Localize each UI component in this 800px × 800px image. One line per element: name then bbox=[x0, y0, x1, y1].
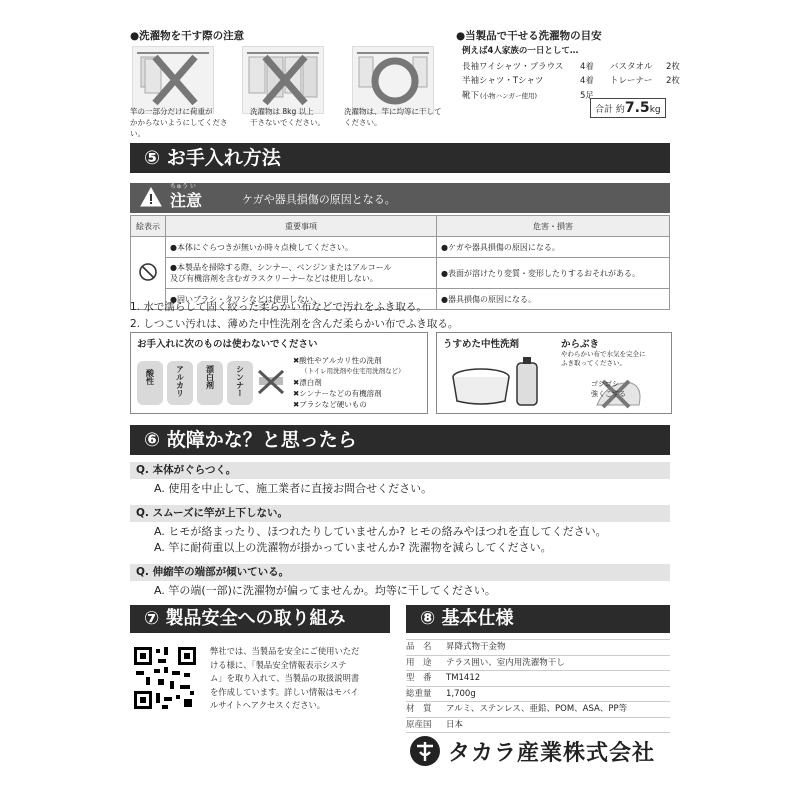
spec-row bbox=[406, 718, 670, 734]
uneven-load-illustration bbox=[132, 46, 214, 114]
prohibited-item: ✖シンナーなどの有機溶剤 bbox=[293, 389, 382, 398]
section-spec-header: ⑧ 基本仕様 bbox=[406, 605, 670, 633]
bottle-icon bbox=[167, 361, 193, 405]
spec-key: 品 名 bbox=[406, 642, 432, 652]
bucket-and-detergent-icon bbox=[445, 355, 545, 409]
col-header-symbol: 絵表示 bbox=[131, 216, 166, 237]
spec-value: 1,700g bbox=[446, 688, 476, 699]
bottle-label: アルカリ bbox=[175, 365, 185, 397]
caption-overload: 洗濯物は 8kg 以上 干さないでください。 bbox=[250, 107, 325, 127]
prohibited-cleaners-box bbox=[130, 332, 428, 414]
capacity-table bbox=[462, 60, 682, 102]
spec-value: アルミ、ステンレス、亜鉛、POM、ASA、PP等 bbox=[446, 704, 628, 714]
capacity-item: 靴下 bbox=[462, 91, 480, 101]
capacity-count: 4着 bbox=[580, 62, 594, 72]
total-label: 合計 約 bbox=[595, 105, 625, 115]
care-table bbox=[130, 215, 670, 310]
capacity-count: 2枚 bbox=[666, 62, 680, 72]
dry-wipe-note: やわらかい布で水気を完全に ふき取ってください。 bbox=[561, 350, 646, 367]
important-item: ●本製品を掃除する際、シンナー、ベンジンまたはアルコール 及び有機溶剤を含むガラスクリーナーなどは使用しない。 bbox=[166, 258, 437, 289]
spec-key: 材 質 bbox=[406, 704, 432, 714]
spec-key: 型 番 bbox=[406, 673, 432, 683]
hazard-item: ●器具損傷の原因になる。 bbox=[437, 289, 670, 310]
bottle-label: 酸性 bbox=[145, 369, 155, 385]
scrub-note: ゴシゴシ 強くこする bbox=[591, 380, 626, 398]
question: Q. 伸縮竿の端部が傾いている。 bbox=[130, 564, 670, 581]
neutral-detergent-label: うすめた中性洗剤 bbox=[443, 339, 520, 350]
spec-row bbox=[406, 640, 670, 656]
capacity-count: 2枚 bbox=[666, 76, 680, 86]
laundry-caution-title: ●洗濯物を干す際の注意 bbox=[130, 30, 245, 42]
total-weight bbox=[590, 98, 666, 118]
col-header-hazard: 危害・損害 bbox=[437, 216, 670, 237]
prohibited-item: ✖ブラシなど硬いもの bbox=[293, 400, 367, 409]
spec-table bbox=[406, 639, 670, 733]
caution-label: 注意 bbox=[170, 191, 203, 210]
important-item: ●固いブラシ・タワシなどは使用しない。 bbox=[166, 289, 437, 310]
care-step-2: 2. しつこい汚れは、薄めた中性洗剤を含んだ柔らかい布でふき取る。 bbox=[130, 318, 459, 330]
company-logo-icon bbox=[408, 734, 442, 768]
prohibited-bottles bbox=[137, 355, 287, 409]
section-troubleshoot-header: ⑥ 故障かな？と思ったら bbox=[130, 425, 670, 455]
prohibited-item: ✖漂白剤 bbox=[293, 378, 322, 387]
spec-value: テラス囲い、室内用洗濯物干し bbox=[446, 657, 565, 668]
answer: A. ヒモが絡まったり、ほつれたりしていませんか? ヒモの絡みやほつれを直してください。 bbox=[154, 525, 607, 538]
troubleshoot-list bbox=[130, 462, 670, 599]
company-name: タカラ産業株式会社 bbox=[448, 741, 656, 766]
spec-key: 総重量 bbox=[406, 688, 432, 699]
capacity-count: 5足 bbox=[580, 91, 594, 101]
hazard-item: ●ケガや器具損傷の原因になる。 bbox=[437, 237, 670, 258]
col-header-important: 重要事項 bbox=[166, 216, 437, 237]
care-step-1: 1. 水で濡らして固く絞った柔らかい布などで汚れをふき取る。 bbox=[130, 301, 427, 313]
spec-value: 昇降式物干金物 bbox=[446, 642, 506, 652]
important-item: ●本体にぐらつきが無いか時々点検してください。 bbox=[166, 237, 437, 258]
bottle-label: 漂白剤 bbox=[205, 365, 215, 389]
spec-value: 日本 bbox=[446, 719, 464, 730]
capacity-item: 半袖シャツ・Tシャツ bbox=[462, 76, 544, 86]
bottle-icon bbox=[137, 361, 163, 405]
spec-key: 原産国 bbox=[406, 719, 432, 730]
even-load-illustration bbox=[352, 46, 434, 114]
bottle-label: シンナー bbox=[235, 365, 245, 397]
section-safety-header: ⑦ 製品安全への取り組み bbox=[130, 605, 390, 633]
spec-key: 用 途 bbox=[406, 657, 432, 668]
capacity-subtitle: 例えば4人家族の一日として… bbox=[462, 46, 579, 56]
bottle-icon bbox=[197, 361, 223, 405]
total-unit: kg bbox=[649, 105, 661, 115]
capacity-item: 長袖ワイシャツ・ブラウス bbox=[462, 62, 564, 72]
question: Q. 本体がぐらつく。 bbox=[130, 462, 670, 479]
caution-text: ケガや器具損傷の原因となる。 bbox=[242, 193, 396, 206]
scrub-warning bbox=[587, 375, 647, 409]
prohibited-item: （トイレ用洗剤や住宅用洗剤など） bbox=[301, 367, 405, 375]
spec-value: TM1412 bbox=[446, 673, 481, 683]
answer: A. 竿に耐荷重以上の洗濯物が掛かっていませんか? 洗濯物を減らしてください。 bbox=[154, 541, 552, 554]
capacity-count: 4着 bbox=[580, 76, 594, 86]
spec-row bbox=[406, 702, 670, 718]
qr-code-icon[interactable] bbox=[132, 645, 198, 711]
prohibited-list bbox=[293, 355, 405, 410]
safety-text: 弊社では、当製品を安全にご使用いただ ける様に、「製品安全情報表示システ ム」を取り入れて、当製品の取扱説明書 を作成しています。詳しい情報はモバイ ルサイトへアクセスください。 bbox=[210, 646, 360, 710]
capacity-item: バスタオル bbox=[610, 62, 653, 72]
caption-even: 洗濯物は、竿に均等に干して ください。 bbox=[344, 107, 442, 127]
question: Q. スムーズに竿が上下しない。 bbox=[130, 505, 670, 522]
total-value: 7.5 bbox=[624, 100, 650, 116]
section-care-header: ⑤ お手入れ方法 bbox=[130, 143, 670, 173]
bottle-icon bbox=[227, 361, 253, 405]
prohibited-item: ✖酸性やアルカリ性の洗剤 bbox=[293, 356, 382, 365]
caution-banner bbox=[130, 183, 670, 213]
hazard-item: ●表面が溶けたり変質・変形したりするおそれがある。 bbox=[437, 258, 670, 289]
laundry-capacity-title: ●当製品で干せる洗濯物の目安 bbox=[456, 30, 602, 42]
answer: A. 竿の端(一部)に洗濯物が偏ってませんか。均等に干してください。 bbox=[154, 584, 496, 597]
capacity-item: トレーナー bbox=[610, 76, 653, 86]
prohibited-cleaners-title: お手入れに次のものは使わないでください bbox=[137, 339, 318, 350]
caption-uneven: 竿の一部分だけに荷重が かからないようにしてください。 bbox=[130, 107, 228, 138]
answer: A. 使用を中止して、施工業者に直接お問合せください。 bbox=[154, 482, 433, 495]
recommended-care-box bbox=[436, 332, 672, 414]
brush-icon bbox=[257, 369, 285, 395]
overload-illustration bbox=[242, 46, 324, 114]
dry-wipe-label: からぶき bbox=[561, 339, 600, 350]
caution-ruby: ちゅう い bbox=[170, 183, 196, 190]
sock-note: (小物ハンガー使用) bbox=[480, 91, 538, 100]
spec-row bbox=[406, 656, 670, 672]
spec-row bbox=[406, 671, 670, 687]
warning-icon bbox=[140, 187, 162, 207]
spec-row bbox=[406, 687, 670, 703]
